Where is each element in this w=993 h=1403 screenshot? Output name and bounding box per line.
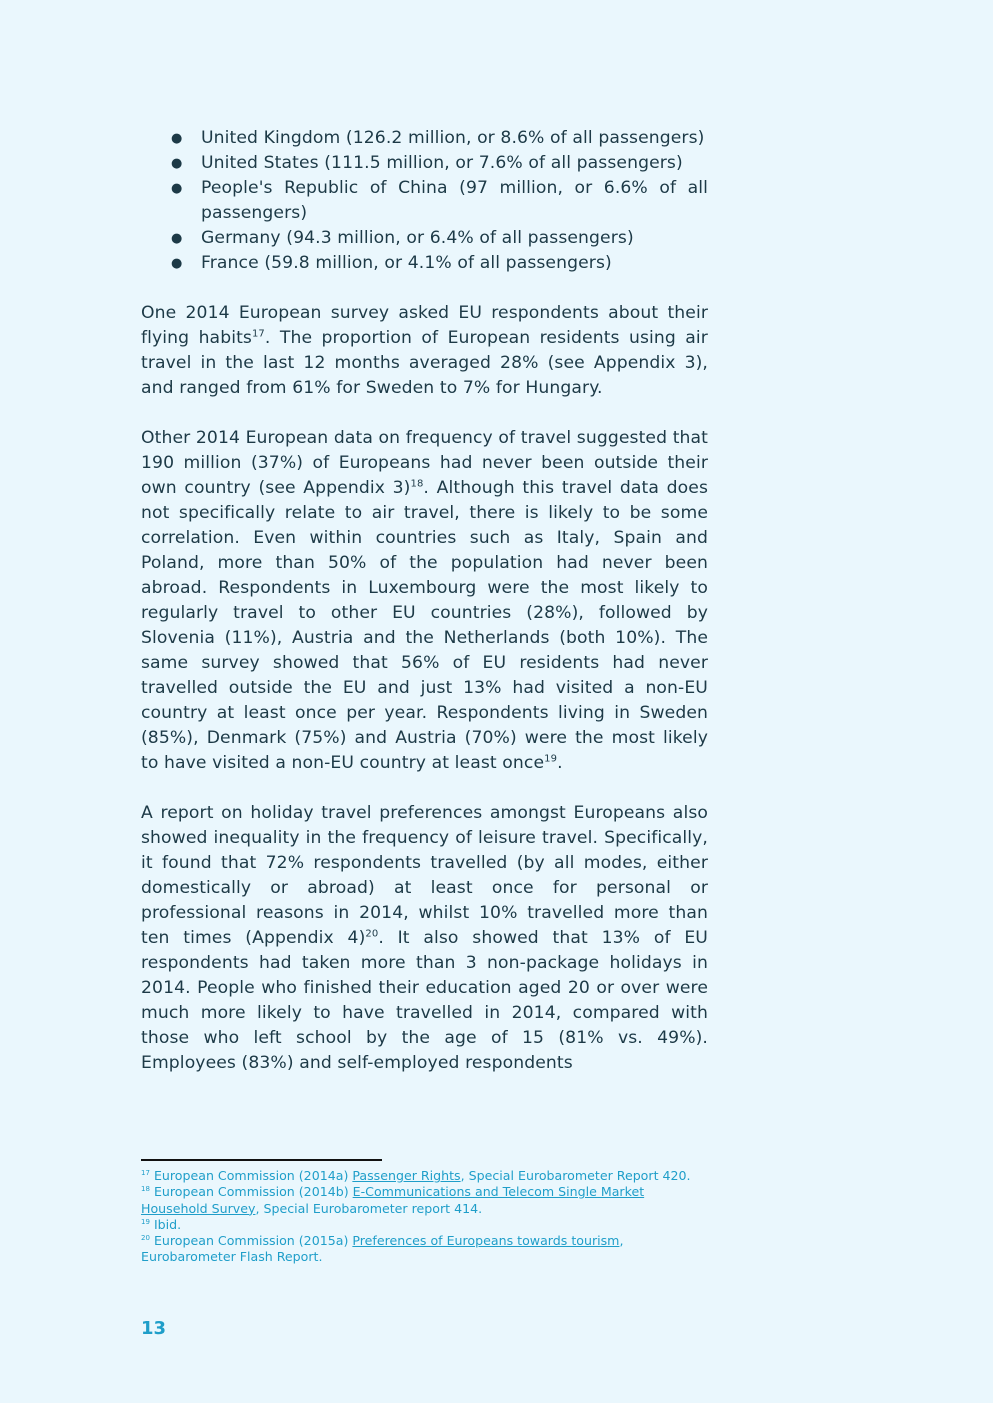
list-item: ● United Kingdom (126.2 million, or 8.6% of all passengers)	[201, 126, 708, 151]
footnote-text: Ibid.	[153, 1216, 182, 1232]
footnote-link-ecommunications-survey[interactable]: E-Communications and Telecom Single Market Household Survey	[141, 1184, 645, 1216]
footnote-19	[141, 1217, 701, 1233]
paragraph-text: .	[557, 753, 563, 773]
paragraph-text: One 2014 European survey asked EU respondents about their flying habits	[141, 303, 708, 348]
footnote-ref-18[interactable]: 18	[410, 478, 424, 490]
paragraph-text: . Although this travel data does not specifically relate to air travel, there is likely to be some correlation. Even within countries such as Italy, Spain and Poland, more than 50% of the population had never been abroad. Respondents in Luxembourg were the most likely to regularly travel to other EU countries (28%), followed by Slovenia (11%), Austria and the Netherlands (both 10%). The same survey showed that 56% of EU residents had never travelled outside the EU and just 13% had visited a non-EU country at least once per year. Respondents living in Sweden (85%), Denmark (75%) and Austria (70%) were the most likely to have visited a non-EU country at least once	[141, 478, 709, 773]
footnote-divider	[141, 1159, 382, 1161]
footnote-text: European Commission (2014b)	[153, 1184, 353, 1200]
footnote-number: 18	[141, 1185, 150, 1194]
footnote-number: 17	[141, 1168, 150, 1177]
footnote-18	[141, 1184, 701, 1217]
footnote-17	[141, 1168, 701, 1184]
list-item: ● United States (111.5 million, or 7.6% of all passengers)	[201, 151, 708, 176]
footnote-20	[141, 1233, 701, 1266]
footnote-text: , Special Eurobarometer report 414.	[255, 1200, 483, 1216]
footnotes	[141, 1168, 701, 1266]
footnote-number: 20	[141, 1234, 150, 1242]
paragraph-travel-frequency	[141, 426, 708, 776]
footnote-ref-20[interactable]: 20	[365, 928, 379, 940]
paragraph-text: . It also showed that 13% of EU respondents had taken more than 3 non-package holidays in 2014. People who finished their education aged 20 or over were much more likely to have travelled in 2014, compared with those who left school by the age of 15 (81% vs. 49%). Employees (83%) and self-employed respondents	[141, 928, 708, 1073]
paragraph-holiday-preferences	[141, 801, 708, 1076]
list-item: ● Germany (94.3 million, or 6.4% of all passengers)	[201, 226, 708, 251]
footnote-text: European Commission (2015a)	[153, 1233, 353, 1249]
paragraph-text: A report on holiday travel preferences amongst Europeans also showed inequality in the frequency of leisure travel. Specifically, it found that 72% respondents travelled (by all modes, either domestically or abroad) at least once for personal or professional reasons in 2014, whilst 10% travelled more than ten times (Appendix 4)	[141, 803, 708, 948]
footnote-link-passenger-rights[interactable]: Passenger Rights	[352, 1168, 461, 1183]
footnote-number: 19	[141, 1217, 150, 1226]
passenger-country-list	[141, 126, 708, 276]
footnote-text: , Special Eurobarometer Report 420.	[460, 1168, 691, 1183]
paragraph-flying-habits	[141, 301, 708, 401]
footnote-ref-17[interactable]: 17	[251, 328, 265, 340]
page-number: 13	[141, 1318, 167, 1339]
paragraph-text: Other 2014 European data on frequency of travel suggested that 190 million (37%) of Europeans had never been outside their own country (see Appendix 3)	[141, 428, 708, 498]
list-item: ● France (59.8 million, or 4.1% of all passengers)	[201, 251, 708, 276]
list-item: ● People's Republic of China (97 million, or 6.6% of all passengers)	[201, 176, 708, 226]
paragraph-text: . The proportion of European residents using air travel in the last 12 months averaged 28% (see Appendix 3), and ranged from 61% for Sweden to 7% for Hungary.	[141, 328, 708, 398]
main-content	[141, 126, 708, 1076]
footnote-text: , Eurobarometer Flash Report.	[141, 1233, 624, 1265]
footnote-link-tourism-preferences[interactable]: Preferences of Europeans towards tourism	[352, 1233, 620, 1249]
footnote-text: European Commission (2014a)	[153, 1168, 353, 1183]
footnote-ref-19[interactable]: 19	[544, 753, 558, 765]
